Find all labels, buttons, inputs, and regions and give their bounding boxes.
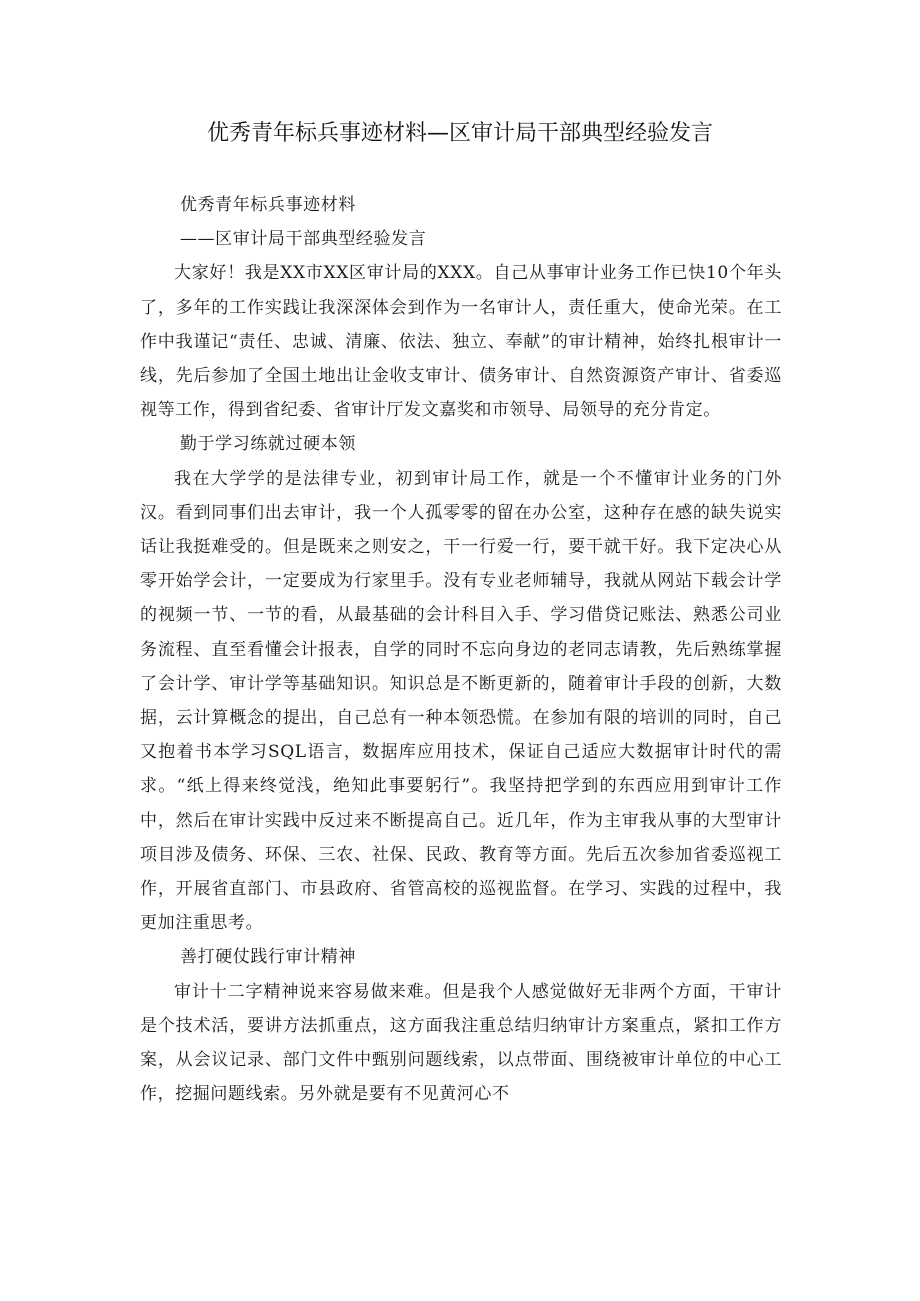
- section-1-paragraph: 我在大学学的是法律专业，初到审计局工作，就是一个不懂审计业务的门外汉。看到同事们出去审计，我一个人孤零零的留在办公室，这种存在感的缺失说实话让我挺难受的。但是既来之则安之，干一行爱一行，要干就干好。我下定决心从零开始学会计，一定要成为行家里手。没有专业老师辅导，我就从网站下载会计学的视频一节、一节的看，从最基础的会计科目入手、学习借贷记账法、熟悉公司业务流程、直至看懂会计报表，自学的同时不忘向身边的老同志请教，先后熟练掌握了会计学、审计学等基础知识。知识总是不断更新的，随着审计手段的创新，大数据，云计算概念的提出，自己总有一种本领恐慌。在参加有限的培训的同时，自己又抱着书本学习SQL语言，数据库应用技术，保证自己适应大数据审计时代的需求。“纸上得来终觉浅，绝知此事要躬行”。我坚持把学到的东西应用到审计工作中，然后在审计实践中反过来不断提高自己。近几年，作为主审我从事的大型审计项目涉及债务、环保、三农、社保、民政、教育等方面。先后五次参加省委巡视工作，开展省直部门、市县政府、省管高校的巡视监督。在学习、实践的过程中，我更加注重思考。: [140, 468, 782, 934]
- document-body: [140, 188, 782, 1111]
- section-1-heading: 勤于学习练就过硬本领: [179, 434, 356, 455]
- intro-paragraph: 大家好！我是XX市XX区审计局的XXX。自己从事审计业务工作已快10个年头了，多年的工作实践让我深深体会到作为一名审计人，责任重大，使命光荣。在工作中我谨记“责任、忠诚、清廉、依法、独立、奉献”的审计精神，始终扎根审计一线，先后参加了全国土地出让金收支审计、债务审计、自然资源资产审计、省委巡视等工作，得到省纪委、省审计厅发文嘉奖和市领导、局领导的充分肯定。: [140, 263, 782, 421]
- document-title: 优秀青年标兵事迹材料—区审计局干部典型经验发言: [206, 121, 713, 146]
- section-2-paragraph: 审计十二字精神说来容易做来难。但是我个人感觉做好无非两个方面，干审计是个技术活，要讲方法抓重点，这方面我注重总结归纳审计方案重点，紧扣工作方案，从会议记录、部门文件中甄别问题线索，以点带面、围绕被审计单位的中心工作，挖掘问题线索。另外就是要有不见黄河心不: [140, 981, 782, 1105]
- section-2-heading: 善打硬仗践行审计精神: [179, 947, 356, 968]
- subtitle-line-2: ——区审计局干部典型经验发言: [179, 229, 427, 250]
- subtitle-line-1: 优秀青年标兵事迹材料: [179, 195, 356, 215]
